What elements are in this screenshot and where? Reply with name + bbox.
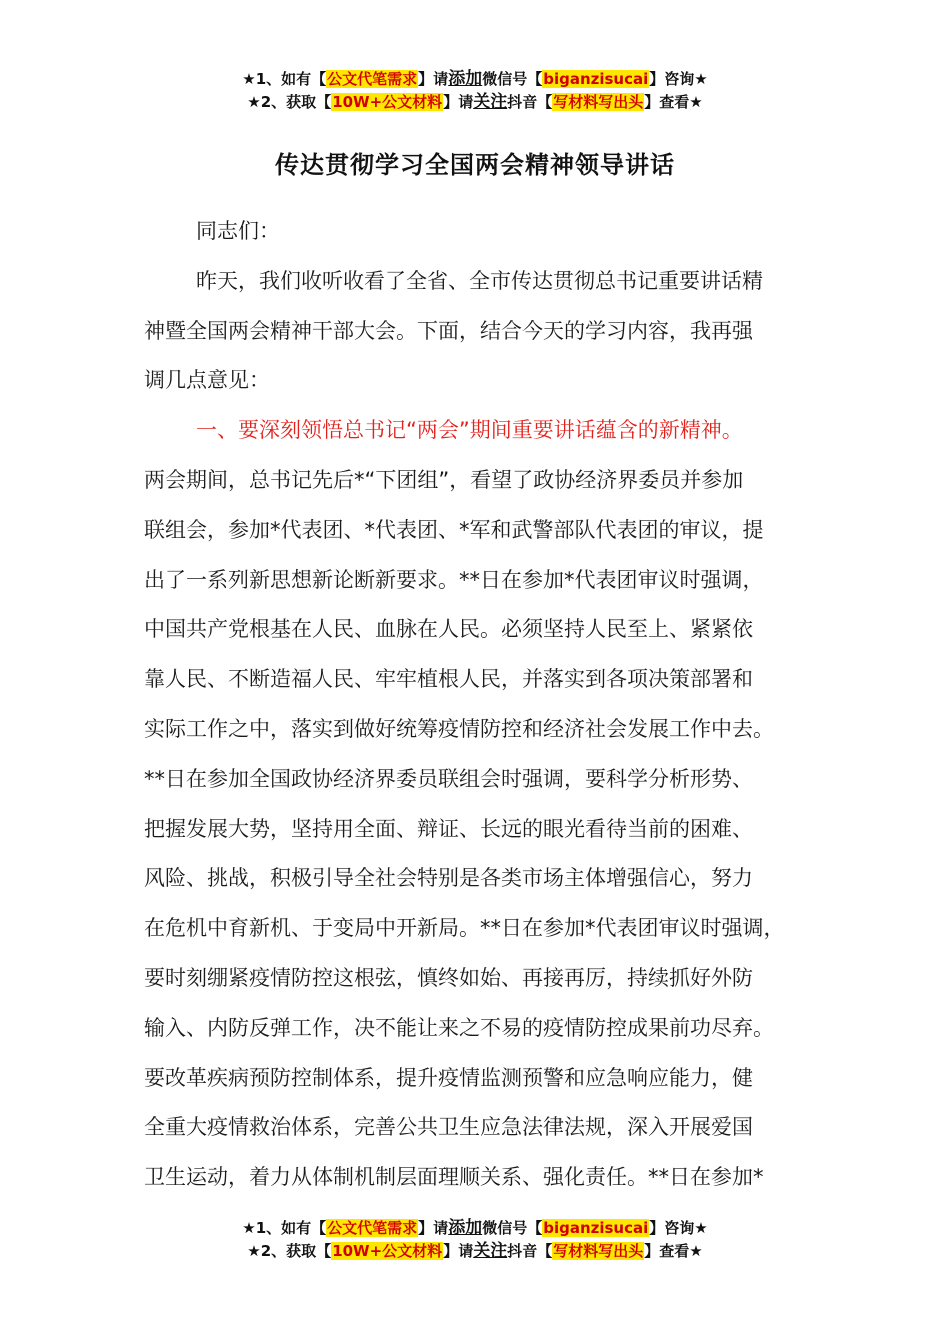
paragraph-line: 出了一系列新思想新论断新要求。**日在参加*代表团审议时强调， [144, 567, 764, 592]
banner-text: ★1、如有【 [242, 1219, 327, 1237]
banner-highlight: 10W+公文材料 [332, 93, 443, 111]
paragraph-line: 要改革疾病预防控制体系，提升疫情监测预警和应急响应能力，健 [144, 1065, 753, 1090]
paragraph-line: 联组会，参加*代表团、*代表团、*军和武警部队代表团的审议，提 [144, 517, 764, 542]
header-banner [0, 68, 950, 114]
banner-text: 抖音【 [507, 93, 553, 111]
paragraph-line: 昨天，我们收听收看了全省、全市传达贯彻总书记重要讲话精 [196, 268, 763, 293]
banner-emphasis: 添加 [448, 69, 483, 89]
banner-highlight-douyin: 写材料写出头 [553, 93, 644, 111]
banner-highlight: 10W+公文材料 [332, 1242, 443, 1260]
banner-text: 】请 [443, 1242, 474, 1260]
banner-line-1 [0, 1217, 950, 1240]
banner-text: 微信号【 [482, 70, 543, 88]
banner-line-1 [0, 68, 950, 91]
paragraph-line: 全重大疫情救治体系，完善公共卫生应急法律法规，深入开展爱国 [144, 1115, 753, 1140]
paragraph-line: 把握发展大势，坚持用全面、辩证、长远的眼光看待当前的困难、 [144, 816, 753, 841]
banner-text: ★1、如有【 [242, 70, 327, 88]
banner-highlight: 公文代笔需求 [327, 1219, 418, 1237]
paragraph-line: **日在参加全国政协经济界委员联组会时强调，要科学分析形势、 [144, 766, 753, 791]
banner-text: 】请 [443, 93, 474, 111]
banner-text: 抖音【 [507, 1242, 553, 1260]
paragraph-line: 靠人民、不断造福人民、牢牢植根人民，并落实到各项决策部署和 [144, 667, 753, 692]
paragraph-line: 在危机中育新机、于变局中开新局。**日在参加*代表团审议时强调， [144, 916, 785, 941]
document-title: 传达贯彻学习全国两会精神领导讲话 [275, 151, 675, 179]
banner-highlight-wechat: biganzisucai [543, 70, 649, 88]
banner-text: 】查看★ [644, 1242, 703, 1260]
paragraph-line: 神暨全国两会精神干部大会。下面，结合今天的学习内容，我再强 [144, 318, 753, 343]
banner-text: 】咨询★ [649, 70, 708, 88]
paragraph-line: 风险、挑战，积极引导全社会特别是各类市场主体增强信心，努力 [144, 866, 753, 891]
banner-highlight: 公文代笔需求 [327, 70, 418, 88]
banner-text: ★2、获取【 [247, 93, 332, 111]
banner-line-2 [0, 91, 950, 114]
banner-text: 】咨询★ [649, 1219, 708, 1237]
banner-text: 】请 [418, 1219, 449, 1237]
paragraph-line: 调几点意见： [144, 368, 270, 393]
paragraph-line: 两会期间，总书记先后*“下团组”，看望了政协经济界委员并参加 [144, 467, 744, 492]
banner-text: 】查看★ [644, 93, 703, 111]
section-heading: 一、要深刻领悟总书记“两会”期间重要讲话蕴含的新精神。 [196, 418, 743, 443]
salutation: 同志们： [196, 219, 280, 243]
banner-highlight-douyin: 写材料写出头 [553, 1242, 644, 1260]
paragraph-line: 输入、内防反弹工作，决不能让来之不易的疫情防控成果前功尽弃。 [144, 1015, 774, 1040]
banner-line-2 [0, 1240, 950, 1263]
banner-emphasis: 添加 [448, 1218, 483, 1238]
paragraph-line: 实际工作之中，落实到做好统筹疫情防控和经济社会发展工作中去。 [144, 716, 774, 741]
paragraph-line: 中国共产党根基在人民、血脉在人民。必须坚持人民至上、紧紧依 [144, 617, 753, 642]
paragraph-line: 卫生运动，着力从体制机制层面理顺关系、强化责任。**日在参加* [144, 1165, 764, 1190]
banner-text: ★2、获取【 [247, 1242, 332, 1260]
document-body [144, 207, 834, 1203]
banner-emphasis: 关注 [473, 92, 508, 112]
banner-text: 】请 [418, 70, 449, 88]
footer-banner [0, 1217, 950, 1263]
paragraph-line: 要时刻绷紧疫情防控这根弦，慎终如始、再接再厉，持续抓好外防 [144, 965, 753, 990]
banner-emphasis: 关注 [473, 1241, 508, 1261]
banner-text: 微信号【 [482, 1219, 543, 1237]
banner-highlight-wechat: biganzisucai [543, 1219, 649, 1237]
